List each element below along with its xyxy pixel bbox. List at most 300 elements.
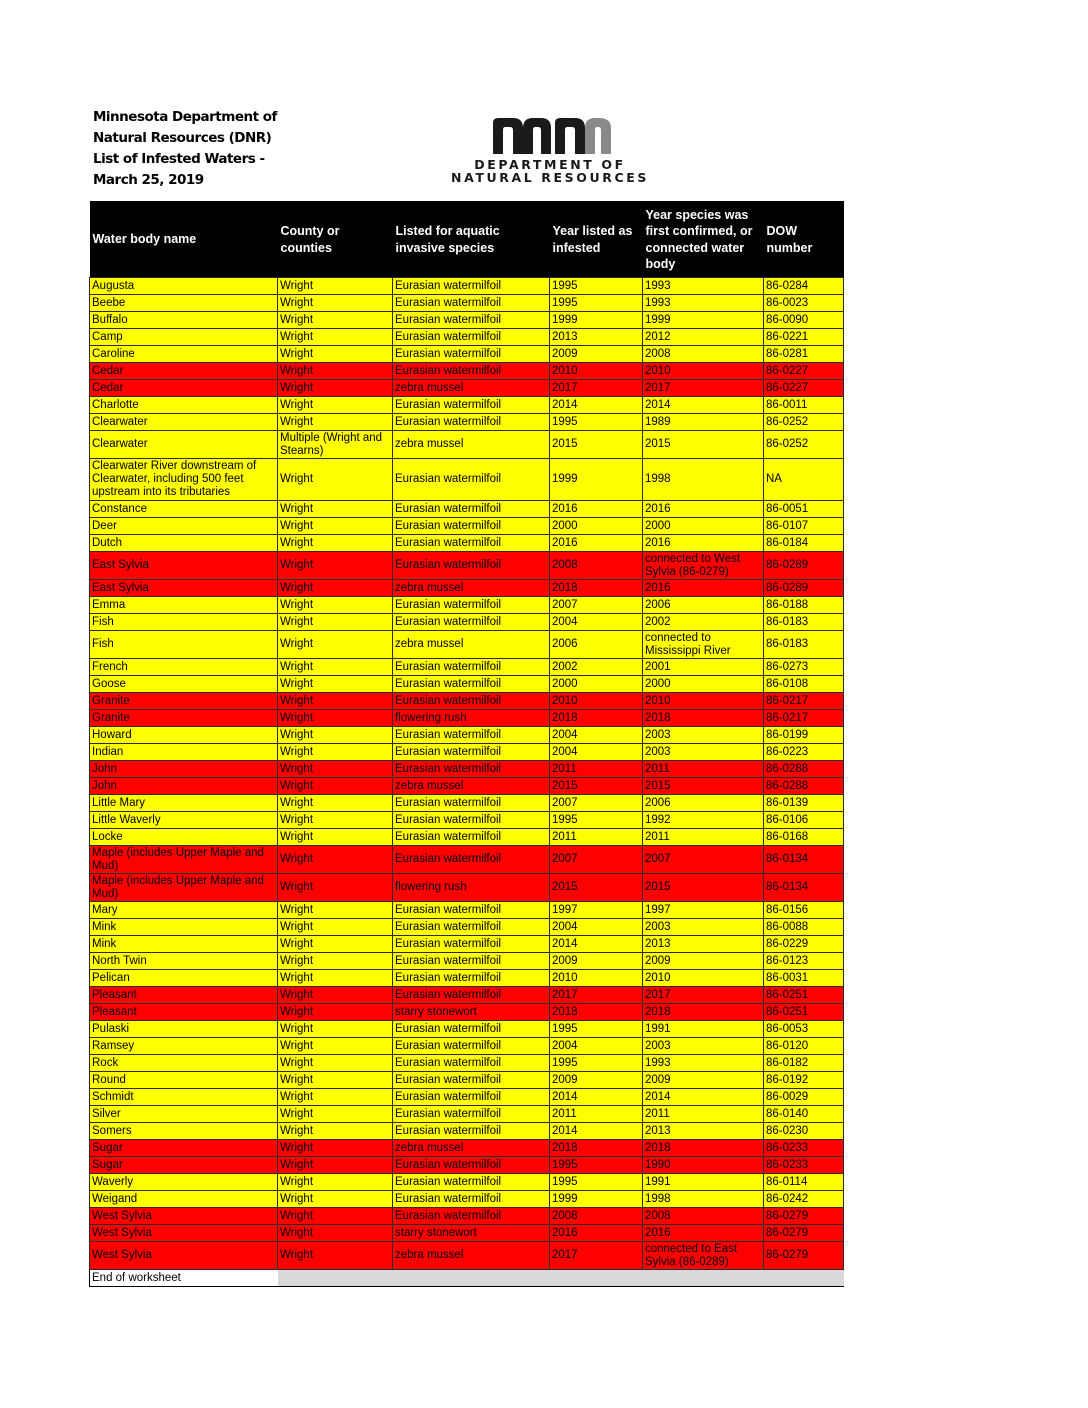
dow-number-cell: 86-0281 — [764, 346, 844, 363]
water-body-cell: Cedar — [90, 380, 278, 397]
species-cell: Eurasian watermilfoil — [393, 614, 550, 631]
dow-number-cell: 86-0140 — [764, 1106, 844, 1123]
table-row — [90, 501, 844, 518]
county-cell: Wright — [278, 631, 393, 659]
county-cell: Wright — [278, 597, 393, 614]
year-listed-cell: 2014 — [550, 936, 643, 953]
county-cell: Wright — [278, 1106, 393, 1123]
dow-number-cell: 86-0106 — [764, 812, 844, 829]
water-body-cell: Sugar — [90, 1157, 278, 1174]
species-cell: zebra mussel — [393, 1140, 550, 1157]
species-cell: zebra mussel — [393, 431, 550, 459]
water-body-cell: Somers — [90, 1123, 278, 1140]
county-cell: Wright — [278, 778, 393, 795]
county-cell: Wright — [278, 1038, 393, 1055]
dow-number-cell: 86-0221 — [764, 329, 844, 346]
species-cell: Eurasian watermilfoil — [393, 953, 550, 970]
table-row — [90, 1242, 844, 1270]
water-body-cell: Granite — [90, 710, 278, 727]
dow-number-cell: 86-0090 — [764, 312, 844, 329]
dow-number-cell: 86-0053 — [764, 1021, 844, 1038]
species-cell: zebra mussel — [393, 380, 550, 397]
year-confirmed-cell: 2013 — [643, 1123, 764, 1140]
dow-number-cell: 86-0023 — [764, 295, 844, 312]
county-cell: Wright — [278, 1208, 393, 1225]
year-listed-cell: 2008 — [550, 552, 643, 580]
table-row — [90, 380, 844, 397]
table-row — [90, 1140, 844, 1157]
year-listed-cell: 2011 — [550, 1106, 643, 1123]
year-confirmed-cell: 1991 — [643, 1021, 764, 1038]
year-confirmed-cell: 2011 — [643, 761, 764, 778]
year-confirmed-cell: 2010 — [643, 693, 764, 710]
logo-text-line1: DEPARTMENT OF — [474, 157, 626, 172]
county-cell: Wright — [278, 744, 393, 761]
water-body-cell: Dutch — [90, 535, 278, 552]
table-row — [90, 1021, 844, 1038]
year-listed-cell: 2016 — [550, 535, 643, 552]
water-body-cell: Pelican — [90, 970, 278, 987]
county-cell: Wright — [278, 363, 393, 380]
species-cell: zebra mussel — [393, 580, 550, 597]
dow-number-cell: 86-0233 — [764, 1157, 844, 1174]
dow-number-cell: 86-0156 — [764, 902, 844, 919]
county-cell: Wright — [278, 1242, 393, 1270]
species-cell: Eurasian watermilfoil — [393, 987, 550, 1004]
species-cell: Eurasian watermilfoil — [393, 1089, 550, 1106]
dow-number-cell: 86-0088 — [764, 919, 844, 936]
county-cell: Wright — [278, 1123, 393, 1140]
year-confirmed-cell: 2003 — [643, 744, 764, 761]
table-row — [90, 278, 844, 295]
county-cell: Wright — [278, 1191, 393, 1208]
year-listed-cell: 2017 — [550, 1242, 643, 1270]
county-cell: Wright — [278, 614, 393, 631]
water-body-cell: Howard — [90, 727, 278, 744]
year-confirmed-cell: 2000 — [643, 518, 764, 535]
county-cell: Wright — [278, 397, 393, 414]
county-cell: Wright — [278, 812, 393, 829]
water-body-cell: Charlotte — [90, 397, 278, 414]
year-listed-cell: 2018 — [550, 580, 643, 597]
county-cell: Wright — [278, 727, 393, 744]
water-body-cell: Mary — [90, 902, 278, 919]
dow-number-cell: 86-0289 — [764, 552, 844, 580]
county-cell: Wright — [278, 329, 393, 346]
end-row-filler — [278, 1270, 844, 1287]
water-body-cell: Little Waverly — [90, 812, 278, 829]
year-listed-cell: 2015 — [550, 431, 643, 459]
year-confirmed-cell: 2017 — [643, 380, 764, 397]
year-listed-cell: 2002 — [550, 659, 643, 676]
year-listed-cell: 1999 — [550, 1191, 643, 1208]
year-confirmed-cell: 2006 — [643, 597, 764, 614]
county-cell: Wright — [278, 1004, 393, 1021]
table-row — [90, 295, 844, 312]
table-row — [90, 1072, 844, 1089]
table-row — [90, 1089, 844, 1106]
water-body-cell: John — [90, 778, 278, 795]
water-body-cell: Camp — [90, 329, 278, 346]
dow-number-cell: 86-0182 — [764, 1055, 844, 1072]
species-cell: Eurasian watermilfoil — [393, 312, 550, 329]
water-body-cell: Fish — [90, 631, 278, 659]
table-row — [90, 1038, 844, 1055]
table-row — [90, 710, 844, 727]
county-cell: Wright — [278, 919, 393, 936]
water-body-cell: Sugar — [90, 1140, 278, 1157]
species-cell: Eurasian watermilfoil — [393, 846, 550, 874]
county-cell: Wright — [278, 278, 393, 295]
county-cell: Wright — [278, 535, 393, 552]
species-cell: Eurasian watermilfoil — [393, 812, 550, 829]
water-body-cell: Clearwater — [90, 431, 278, 459]
dow-number-cell: 86-0252 — [764, 414, 844, 431]
water-body-cell: Waverly — [90, 1174, 278, 1191]
species-cell: Eurasian watermilfoil — [393, 1174, 550, 1191]
water-body-cell: Schmidt — [90, 1089, 278, 1106]
species-cell: Eurasian watermilfoil — [393, 829, 550, 846]
county-cell: Wright — [278, 346, 393, 363]
table-row — [90, 902, 844, 919]
species-cell: Eurasian watermilfoil — [393, 1191, 550, 1208]
species-cell: starry stonewort — [393, 1004, 550, 1021]
table-row — [90, 535, 844, 552]
year-listed-cell: 1995 — [550, 1055, 643, 1072]
year-listed-cell: 2010 — [550, 693, 643, 710]
column-header: Year species was first confirmed, or connected water body — [643, 201, 764, 278]
dow-number-cell: 86-0242 — [764, 1191, 844, 1208]
year-listed-cell: 1997 — [550, 902, 643, 919]
logo-text-line2: NATURAL RESOURCES — [451, 170, 649, 185]
year-listed-cell: 2004 — [550, 744, 643, 761]
table-row — [90, 631, 844, 659]
county-cell: Wright — [278, 501, 393, 518]
year-listed-cell: 2000 — [550, 518, 643, 535]
year-listed-cell: 2009 — [550, 1072, 643, 1089]
water-body-cell: Pulaski — [90, 1021, 278, 1038]
table-row — [90, 761, 844, 778]
county-cell: Wright — [278, 580, 393, 597]
species-cell: Eurasian watermilfoil — [393, 329, 550, 346]
year-listed-cell: 1995 — [550, 1157, 643, 1174]
water-body-cell: Rock — [90, 1055, 278, 1072]
water-body-cell: Goose — [90, 676, 278, 693]
species-cell: Eurasian watermilfoil — [393, 295, 550, 312]
dow-number-cell: 86-0183 — [764, 614, 844, 631]
water-body-cell: Weigand — [90, 1191, 278, 1208]
table-row — [90, 812, 844, 829]
year-listed-cell: 2013 — [550, 329, 643, 346]
table-row — [90, 1174, 844, 1191]
species-cell: Eurasian watermilfoil — [393, 1055, 550, 1072]
year-confirmed-cell: 2011 — [643, 829, 764, 846]
table-row — [90, 1055, 844, 1072]
species-cell: Eurasian watermilfoil — [393, 693, 550, 710]
county-cell: Wright — [278, 1089, 393, 1106]
year-confirmed-cell: 2009 — [643, 953, 764, 970]
county-cell: Wright — [278, 659, 393, 676]
table-row — [90, 1225, 844, 1242]
year-confirmed-cell: 2007 — [643, 846, 764, 874]
table-row — [90, 414, 844, 431]
species-cell: zebra mussel — [393, 1242, 550, 1270]
dow-number-cell: 86-0279 — [764, 1208, 844, 1225]
table-row — [90, 744, 844, 761]
species-cell: Eurasian watermilfoil — [393, 1106, 550, 1123]
year-listed-cell: 2004 — [550, 1038, 643, 1055]
water-body-cell: East Sylvia — [90, 580, 278, 597]
table-row — [90, 953, 844, 970]
column-header: County or counties — [278, 201, 393, 278]
species-cell: Eurasian watermilfoil — [393, 414, 550, 431]
county-cell: Wright — [278, 829, 393, 846]
year-listed-cell: 2015 — [550, 874, 643, 902]
county-cell: Wright — [278, 676, 393, 693]
year-confirmed-cell: 2016 — [643, 535, 764, 552]
year-confirmed-cell: 1997 — [643, 902, 764, 919]
year-listed-cell: 2007 — [550, 846, 643, 874]
year-confirmed-cell: 2018 — [643, 710, 764, 727]
title-line: Natural Resources (DNR) — [93, 130, 272, 146]
end-row — [90, 1270, 844, 1287]
table-row — [90, 778, 844, 795]
species-cell: Eurasian watermilfoil — [393, 597, 550, 614]
column-header: Listed for aquatic invasive species — [393, 201, 550, 278]
table-row — [90, 1004, 844, 1021]
year-listed-cell: 2014 — [550, 1123, 643, 1140]
year-confirmed-cell: 2009 — [643, 1072, 764, 1089]
title-line: List of Infested Waters - — [93, 151, 265, 167]
column-header: Year listed as infested — [550, 201, 643, 278]
water-body-cell: Round — [90, 1072, 278, 1089]
county-cell: Wright — [278, 846, 393, 874]
table-row — [90, 659, 844, 676]
year-confirmed-cell: 2013 — [643, 936, 764, 953]
county-cell: Wright — [278, 1157, 393, 1174]
year-listed-cell: 2017 — [550, 380, 643, 397]
title-line: Minnesota Department of — [93, 109, 277, 125]
end-of-worksheet-label: End of worksheet — [90, 1270, 278, 1287]
county-cell: Wright — [278, 795, 393, 812]
year-listed-cell: 2010 — [550, 970, 643, 987]
year-confirmed-cell: 1993 — [643, 295, 764, 312]
year-confirmed-cell: 2008 — [643, 346, 764, 363]
table-row — [90, 676, 844, 693]
year-confirmed-cell: 2014 — [643, 397, 764, 414]
year-listed-cell: 1995 — [550, 1021, 643, 1038]
dow-number-cell: 86-0134 — [764, 846, 844, 874]
dow-number-cell: 86-0288 — [764, 778, 844, 795]
species-cell: Eurasian watermilfoil — [393, 1021, 550, 1038]
water-body-cell: West Sylvia — [90, 1242, 278, 1270]
year-listed-cell: 2018 — [550, 1140, 643, 1157]
species-cell: Eurasian watermilfoil — [393, 278, 550, 295]
year-confirmed-cell: 2018 — [643, 1004, 764, 1021]
year-confirmed-cell: 2016 — [643, 501, 764, 518]
year-listed-cell: 2004 — [550, 614, 643, 631]
species-cell: zebra mussel — [393, 778, 550, 795]
species-cell: Eurasian watermilfoil — [393, 727, 550, 744]
year-confirmed-cell: 1998 — [643, 1191, 764, 1208]
water-body-cell: Silver — [90, 1106, 278, 1123]
dow-number-cell: 86-0114 — [764, 1174, 844, 1191]
year-listed-cell: 2014 — [550, 397, 643, 414]
water-body-cell: Augusta — [90, 278, 278, 295]
infested-waters-table — [89, 201, 844, 1287]
species-cell: Eurasian watermilfoil — [393, 397, 550, 414]
table-row — [90, 693, 844, 710]
dow-number-cell: 86-0230 — [764, 1123, 844, 1140]
county-cell: Wright — [278, 1072, 393, 1089]
year-listed-cell: 2009 — [550, 953, 643, 970]
table-row — [90, 987, 844, 1004]
table-row — [90, 363, 844, 380]
table-row — [90, 795, 844, 812]
dow-number-cell: 86-0108 — [764, 676, 844, 693]
year-confirmed-cell: 1990 — [643, 1157, 764, 1174]
year-listed-cell: 1995 — [550, 414, 643, 431]
species-cell: Eurasian watermilfoil — [393, 659, 550, 676]
year-listed-cell: 2004 — [550, 727, 643, 744]
dow-number-cell: 86-0288 — [764, 761, 844, 778]
year-listed-cell: 2015 — [550, 778, 643, 795]
dow-number-cell: 86-0183 — [764, 631, 844, 659]
water-body-cell: Maple (includes Upper Maple and Mud) — [90, 846, 278, 874]
water-body-cell: North Twin — [90, 953, 278, 970]
county-cell: Wright — [278, 693, 393, 710]
table-row — [90, 518, 844, 535]
year-confirmed-cell: 2016 — [643, 580, 764, 597]
water-body-cell: Emma — [90, 597, 278, 614]
dow-number-cell: 86-0252 — [764, 431, 844, 459]
dow-number-cell: 86-0229 — [764, 936, 844, 953]
species-cell: Eurasian watermilfoil — [393, 761, 550, 778]
title-line: March 25, 2019 — [93, 172, 204, 188]
year-listed-cell: 2011 — [550, 829, 643, 846]
dow-number-cell: 86-0029 — [764, 1089, 844, 1106]
water-body-cell: French — [90, 659, 278, 676]
species-cell: Eurasian watermilfoil — [393, 676, 550, 693]
species-cell: starry stonewort — [393, 1225, 550, 1242]
year-listed-cell: 1995 — [550, 1174, 643, 1191]
water-body-cell: Constance — [90, 501, 278, 518]
species-cell: Eurasian watermilfoil — [393, 936, 550, 953]
county-cell: Wright — [278, 380, 393, 397]
species-cell: Eurasian watermilfoil — [393, 1123, 550, 1140]
year-listed-cell: 1999 — [550, 459, 643, 501]
table-row — [90, 614, 844, 631]
year-confirmed-cell: 1989 — [643, 414, 764, 431]
year-listed-cell: 2011 — [550, 761, 643, 778]
species-cell: Eurasian watermilfoil — [393, 970, 550, 987]
dow-number-cell: 86-0011 — [764, 397, 844, 414]
water-body-cell: Fish — [90, 614, 278, 631]
year-listed-cell: 2014 — [550, 1089, 643, 1106]
county-cell: Wright — [278, 902, 393, 919]
water-body-cell: East Sylvia — [90, 552, 278, 580]
year-confirmed-cell: 2003 — [643, 727, 764, 744]
county-cell: Multiple (Wright and Stearns) — [278, 431, 393, 459]
year-confirmed-cell: 2015 — [643, 431, 764, 459]
year-listed-cell: 2017 — [550, 987, 643, 1004]
document-title — [93, 107, 293, 191]
water-body-cell: Locke — [90, 829, 278, 846]
county-cell: Wright — [278, 1174, 393, 1191]
table-row — [90, 459, 844, 501]
species-cell: Eurasian watermilfoil — [393, 535, 550, 552]
species-cell: flowering rush — [393, 710, 550, 727]
year-listed-cell: 1999 — [550, 312, 643, 329]
year-confirmed-cell: 2003 — [643, 919, 764, 936]
species-cell: Eurasian watermilfoil — [393, 1072, 550, 1089]
year-listed-cell: 2007 — [550, 795, 643, 812]
table-body — [90, 278, 844, 1287]
water-body-cell: Clearwater River downstream of Clearwater, including 500 feet upstream into its tributaries — [90, 459, 278, 501]
dow-number-cell: 86-0184 — [764, 535, 844, 552]
year-confirmed-cell: connected to West Sylvia (86-0279) — [643, 552, 764, 580]
dow-number-cell: 86-0279 — [764, 1225, 844, 1242]
dow-number-cell: 86-0251 — [764, 1004, 844, 1021]
species-cell: Eurasian watermilfoil — [393, 1157, 550, 1174]
dow-number-cell: 86-0192 — [764, 1072, 844, 1089]
dow-number-cell: 86-0123 — [764, 953, 844, 970]
year-confirmed-cell: 1999 — [643, 312, 764, 329]
year-confirmed-cell: 2002 — [643, 614, 764, 631]
table-row — [90, 1208, 844, 1225]
species-cell: Eurasian watermilfoil — [393, 501, 550, 518]
county-cell: Wright — [278, 1225, 393, 1242]
county-cell: Wright — [278, 953, 393, 970]
species-cell: flowering rush — [393, 874, 550, 902]
table-row — [90, 846, 844, 874]
dow-number-cell: 86-0223 — [764, 744, 844, 761]
year-listed-cell: 2007 — [550, 597, 643, 614]
water-body-cell: Cedar — [90, 363, 278, 380]
year-confirmed-cell: 2001 — [643, 659, 764, 676]
county-cell: Wright — [278, 710, 393, 727]
dow-number-cell: 86-0031 — [764, 970, 844, 987]
table-row — [90, 312, 844, 329]
column-header: Water body name — [90, 201, 278, 278]
dnr-logo — [430, 118, 670, 188]
county-cell: Wright — [278, 312, 393, 329]
water-body-cell: Granite — [90, 693, 278, 710]
county-cell: Wright — [278, 761, 393, 778]
dow-number-cell: 86-0139 — [764, 795, 844, 812]
water-body-cell: John — [90, 761, 278, 778]
dow-number-cell: 86-0134 — [764, 874, 844, 902]
water-body-cell: Ramsey — [90, 1038, 278, 1055]
year-confirmed-cell: 2017 — [643, 987, 764, 1004]
year-listed-cell: 2016 — [550, 501, 643, 518]
table-row — [90, 727, 844, 744]
dow-number-cell: 86-0289 — [764, 580, 844, 597]
table-row — [90, 970, 844, 987]
county-cell: Wright — [278, 936, 393, 953]
table-row — [90, 552, 844, 580]
dow-number-cell: 86-0273 — [764, 659, 844, 676]
year-confirmed-cell: 2014 — [643, 1089, 764, 1106]
year-confirmed-cell: 2016 — [643, 1225, 764, 1242]
dow-number-cell: 86-0217 — [764, 693, 844, 710]
dow-number-cell: 86-0251 — [764, 987, 844, 1004]
year-confirmed-cell: 1991 — [643, 1174, 764, 1191]
table-row — [90, 580, 844, 597]
year-confirmed-cell: 1993 — [643, 278, 764, 295]
species-cell: Eurasian watermilfoil — [393, 795, 550, 812]
year-listed-cell: 2018 — [550, 710, 643, 727]
